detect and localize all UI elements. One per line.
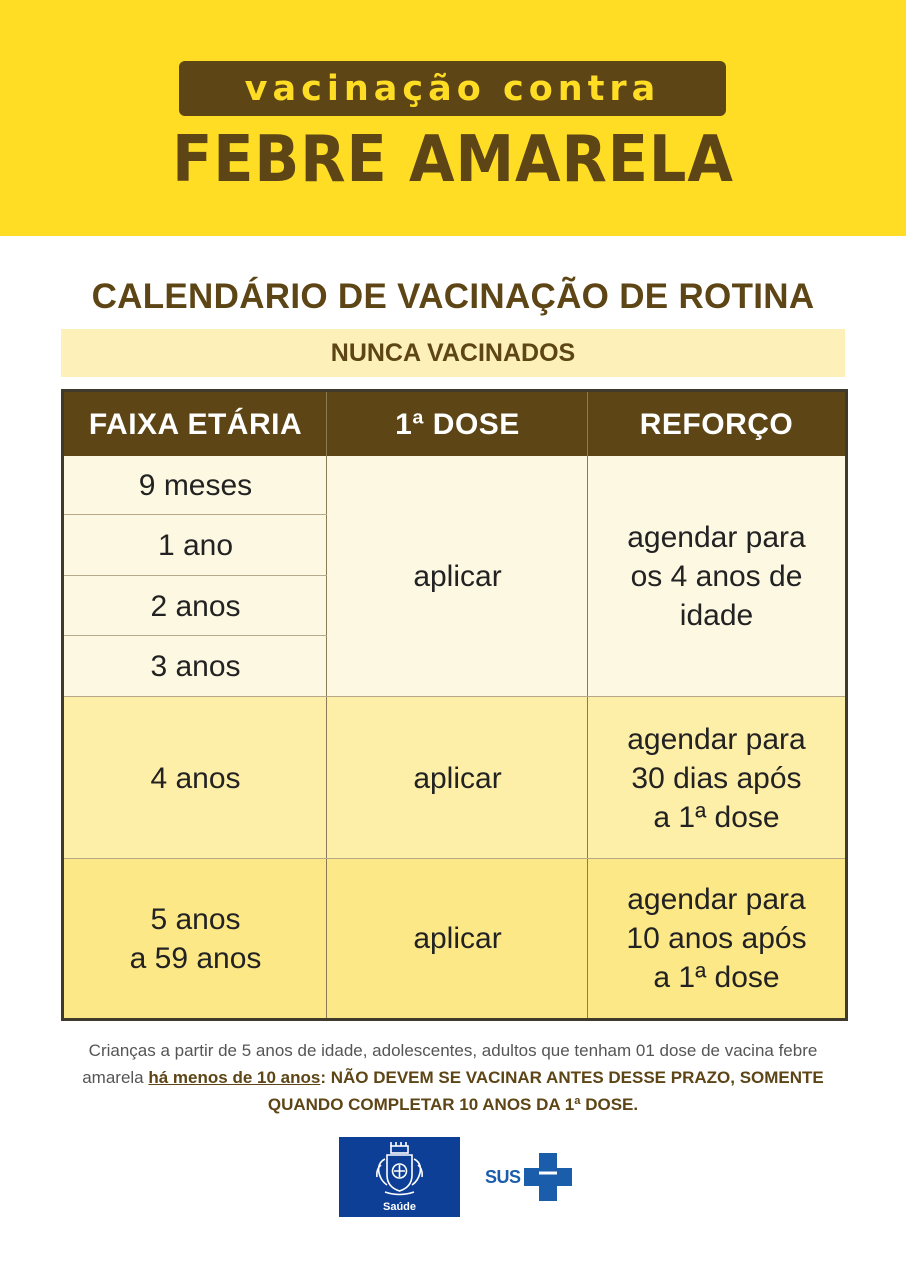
reforco-cell: agendar para os 4 anos de idade	[588, 456, 845, 697]
reforco-cell: agendar para 30 dias após a 1ª dose	[588, 697, 845, 859]
vaccination-table	[61, 389, 848, 1021]
row-divider	[64, 858, 845, 859]
footnote-text: Crianças a partir de 5 anos de idade, adolescentes, adultos que tenham 01 dose de vacina febre amarela	[82, 1041, 818, 1087]
age-cell: 4 anos	[64, 697, 327, 859]
row-divider	[64, 635, 327, 636]
age-cell: 3 anos	[64, 636, 327, 697]
age-cell: 9 meses	[64, 456, 327, 515]
category-band-label: NUNCA VACINADOS	[330, 338, 576, 367]
dose-cell: aplicar	[327, 456, 588, 697]
header-primeira-dose: 1ª DOSE	[327, 392, 588, 456]
row-divider	[64, 575, 327, 576]
dose-cell: aplicar	[327, 697, 588, 859]
saude-logo	[339, 1137, 460, 1217]
age-cell: 2 anos	[64, 576, 327, 636]
cross-icon	[524, 1153, 572, 1201]
footnote	[70, 1037, 836, 1118]
section-title: CALENDÁRIO DE VACINAÇÃO DE ROTINA	[91, 277, 815, 316]
row-divider	[64, 514, 327, 515]
sus-logo	[484, 1153, 574, 1201]
header-faixa-etaria: FAIXA ETÁRIA	[64, 392, 327, 456]
sus-label: SUS	[485, 1167, 521, 1187]
column-divider	[587, 392, 588, 1018]
footnote-highlight: há menos de 10 anos	[148, 1068, 321, 1087]
reforco-cell: agendar para 10 anos após a 1ª dose	[588, 859, 845, 1018]
header-reforco: REFORÇO	[588, 392, 845, 456]
dose-cell: aplicar	[327, 859, 588, 1018]
header-banner	[0, 0, 906, 236]
age-cell: 5 anos a 59 anos	[64, 859, 327, 1018]
age-cell: 1 ano	[64, 515, 327, 576]
footnote-warning: : NÃO DEVEM SE VACINAR ANTES DESSE PRAZO, SOMENTE QUANDO COMPLETAR 10 ANOS DA 1ª DOSE.	[267, 1068, 824, 1114]
header-title: FEBRE AMARELA	[172, 123, 734, 197]
header-subtitle: vacinação contra	[244, 68, 661, 109]
coat-of-arms-icon	[339, 1139, 460, 1201]
category-band	[61, 329, 845, 377]
column-divider	[326, 392, 327, 1018]
saude-label: Saúde	[382, 1201, 416, 1213]
row-divider	[64, 696, 845, 697]
subtitle-box	[179, 61, 726, 116]
